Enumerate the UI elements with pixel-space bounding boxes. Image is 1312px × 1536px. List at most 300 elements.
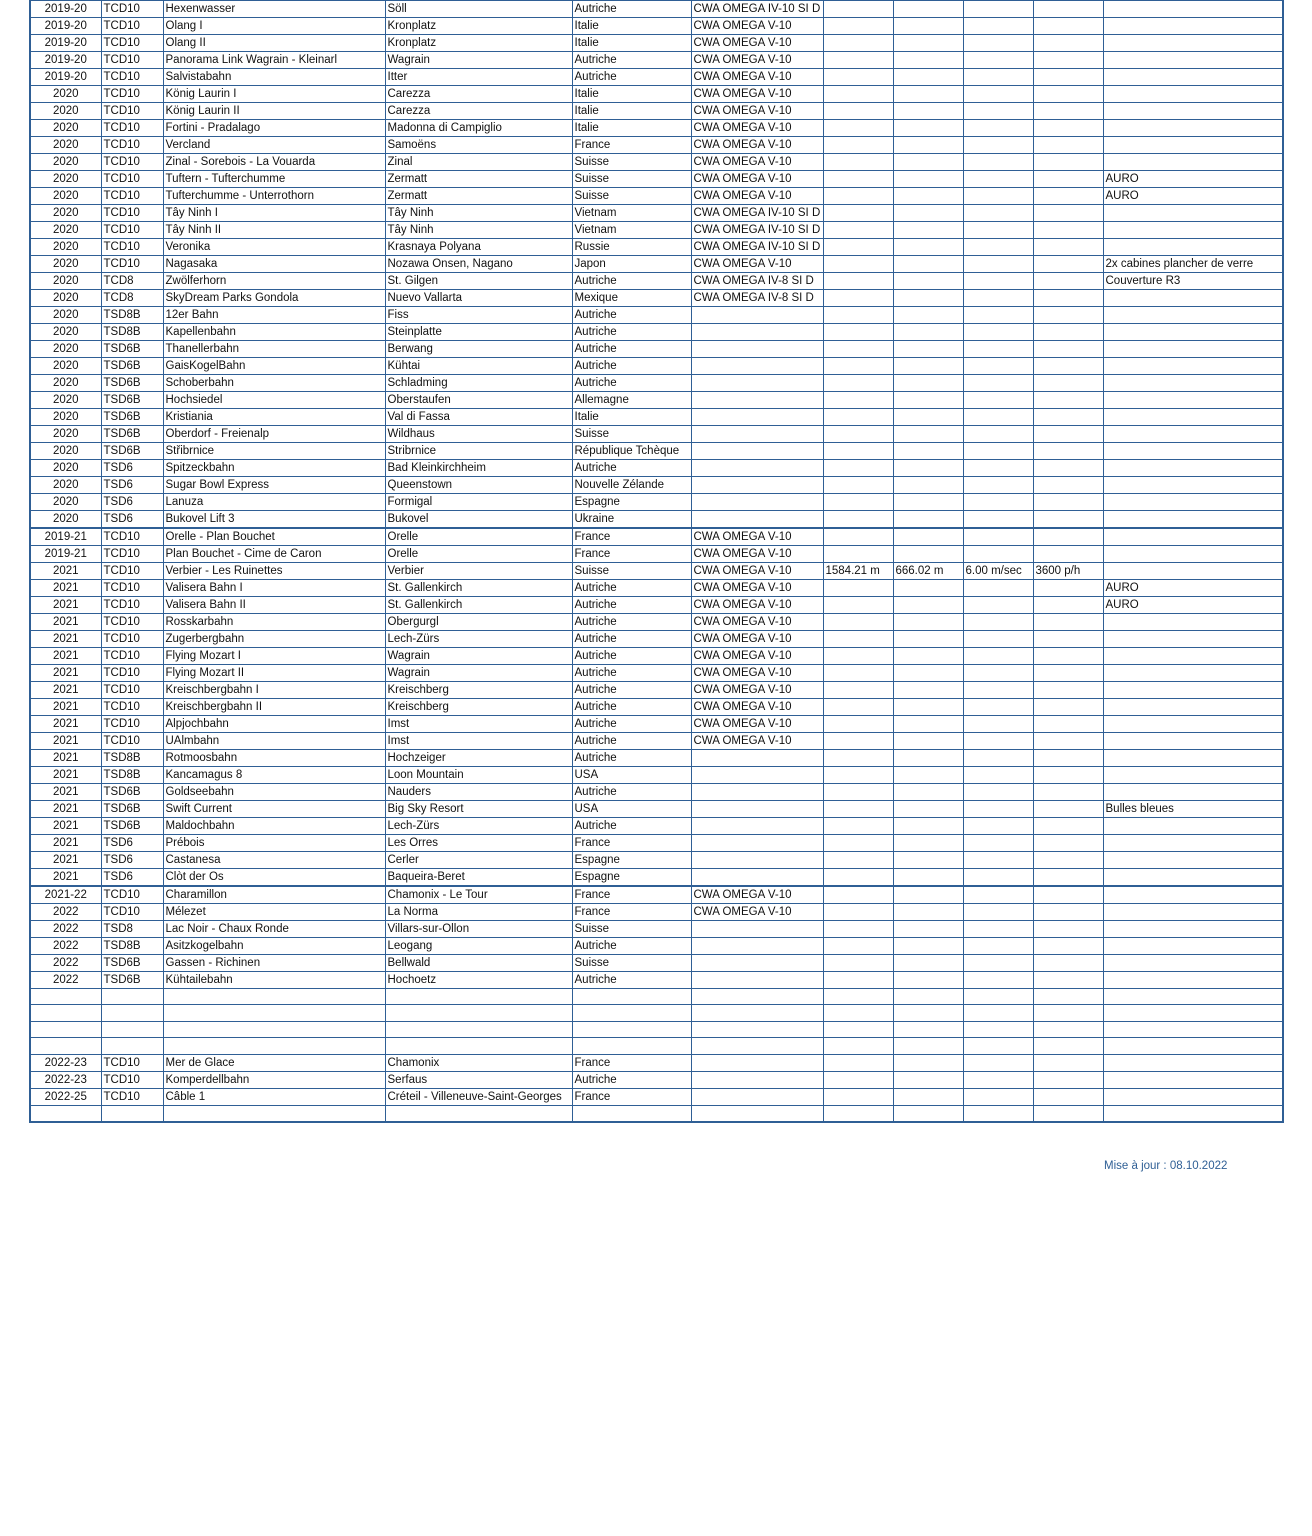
cell-speed (963, 631, 1033, 648)
cell-height (893, 1088, 963, 1105)
cell-year: 2021 (30, 835, 101, 852)
cell-name: Kreischbergbahn II (163, 699, 385, 716)
cell-height (893, 716, 963, 733)
cell-name (163, 1005, 385, 1021)
cell-country: Autriche (572, 733, 691, 750)
cell-length (823, 137, 893, 154)
cell-length (823, 750, 893, 767)
table-row (30, 955, 1283, 972)
cell-country: Autriche (572, 460, 691, 477)
cell-length (823, 460, 893, 477)
cell-model (691, 972, 823, 989)
cell-height (893, 18, 963, 35)
cell-country: Mexique (572, 290, 691, 307)
cell-length (823, 375, 893, 392)
cell-notes (1103, 69, 1283, 86)
cell-year (30, 1005, 101, 1021)
cell-notes (1103, 750, 1283, 767)
cell-type (101, 1105, 163, 1121)
cell-location: Chamonix (385, 1054, 572, 1071)
cell-model: CWA OMEGA IV-10 SI D (691, 239, 823, 256)
cell-height (893, 154, 963, 171)
table-row (30, 1088, 1283, 1105)
cell-type: TSD6B (101, 341, 163, 358)
cell-speed (963, 120, 1033, 137)
cell-year (30, 989, 101, 1005)
table-row (30, 1005, 1283, 1021)
cell-year (30, 1105, 101, 1121)
cell-model (691, 767, 823, 784)
cell-capacity (1033, 222, 1103, 239)
cell-speed (963, 580, 1033, 597)
cell-length (823, 852, 893, 869)
cell-name: Goldseebahn (163, 784, 385, 801)
cell-name (163, 1021, 385, 1037)
cell-location: Verbier (385, 563, 572, 580)
cell-height (893, 886, 963, 904)
cell-notes (1103, 205, 1283, 222)
cell-name: Mélezet (163, 904, 385, 921)
cell-type: TSD8B (101, 750, 163, 767)
cell-type: TCD10 (101, 18, 163, 35)
cell-speed (963, 546, 1033, 563)
cell-height (893, 682, 963, 699)
cell-capacity (1033, 324, 1103, 341)
cell-name: Asitzkogelbahn (163, 938, 385, 955)
cell-name: Nagasaka (163, 256, 385, 273)
cell-model (691, 1105, 823, 1121)
cell-location (385, 1105, 572, 1121)
cell-country: Autriche (572, 818, 691, 835)
cell-capacity (1033, 546, 1103, 563)
cell-speed (963, 494, 1033, 511)
cell-type: TSD6B (101, 818, 163, 835)
cell-country: Suisse (572, 171, 691, 188)
cell-name: Fortini - Pradalago (163, 120, 385, 137)
cell-year: 2021 (30, 818, 101, 835)
cell-height (893, 699, 963, 716)
cell-length (823, 818, 893, 835)
cell-model: CWA OMEGA V-10 (691, 886, 823, 904)
cell-name: Zwölferhorn (163, 273, 385, 290)
cell-length (823, 528, 893, 546)
cell-model: CWA OMEGA IV-10 SI D (691, 1, 823, 18)
cell-notes (1103, 1071, 1283, 1088)
cell-notes (1103, 1, 1283, 18)
cell-speed (963, 52, 1033, 69)
cell-speed (963, 205, 1033, 222)
table-row (30, 580, 1283, 597)
cell-name: Rosskarbahn (163, 614, 385, 631)
cell-notes (1103, 494, 1283, 511)
cell-capacity (1033, 597, 1103, 614)
cell-year: 2021 (30, 852, 101, 869)
cell-type: TCD10 (101, 1, 163, 18)
table-row (30, 273, 1283, 290)
cell-speed (963, 35, 1033, 52)
cell-speed (963, 18, 1033, 35)
cell-name: Tây Ninh I (163, 205, 385, 222)
table-row (30, 904, 1283, 921)
cell-model (691, 1088, 823, 1105)
table-row (30, 972, 1283, 989)
cell-capacity (1033, 256, 1103, 273)
cell-year: 2020 (30, 290, 101, 307)
table-row (30, 886, 1283, 904)
cell-location: Obergurgl (385, 614, 572, 631)
cell-year: 2021 (30, 767, 101, 784)
cell-speed (963, 1038, 1033, 1054)
cell-name: Alpjochbahn (163, 716, 385, 733)
cell-type: TCD10 (101, 597, 163, 614)
cell-notes (1103, 869, 1283, 887)
cell-name: Gassen - Richinen (163, 955, 385, 972)
cell-year: 2021 (30, 682, 101, 699)
cell-notes (1103, 239, 1283, 256)
cell-location: Queenstown (385, 477, 572, 494)
cell-country: Espagne (572, 852, 691, 869)
cell-type: TCD10 (101, 188, 163, 205)
cell-notes (1103, 1038, 1283, 1054)
table-row (30, 699, 1283, 716)
cell-location: Wildhaus (385, 426, 572, 443)
cell-location: Bellwald (385, 955, 572, 972)
cell-country (572, 1005, 691, 1021)
cell-year: 2020 (30, 171, 101, 188)
cell-country: France (572, 835, 691, 852)
cell-height (893, 733, 963, 750)
cell-country: Autriche (572, 1, 691, 18)
cell-speed (963, 852, 1033, 869)
cell-capacity (1033, 409, 1103, 426)
cell-type: TCD10 (101, 1071, 163, 1088)
cell-height (893, 665, 963, 682)
cell-height (893, 69, 963, 86)
cell-type: TCD10 (101, 35, 163, 52)
cell-country: Suisse (572, 921, 691, 938)
cell-model (691, 1038, 823, 1054)
cell-notes: Bulles bleues (1103, 801, 1283, 818)
table-row (30, 1021, 1283, 1037)
cell-location: Oberstaufen (385, 392, 572, 409)
cell-country (572, 989, 691, 1005)
cell-type: TCD10 (101, 137, 163, 154)
cell-capacity (1033, 1021, 1103, 1037)
cell-height (893, 631, 963, 648)
cell-year: 2020 (30, 205, 101, 222)
cell-speed (963, 784, 1033, 801)
cell-type: TCD10 (101, 716, 163, 733)
cell-country: Autriche (572, 375, 691, 392)
cell-country: Autriche (572, 52, 691, 69)
table-row (30, 69, 1283, 86)
cell-notes: AURO (1103, 580, 1283, 597)
cell-notes (1103, 154, 1283, 171)
cell-notes (1103, 307, 1283, 324)
cell-notes (1103, 409, 1283, 426)
cell-capacity (1033, 665, 1103, 682)
cell-speed (963, 171, 1033, 188)
cell-country: Allemagne (572, 392, 691, 409)
cell-speed (963, 1071, 1033, 1088)
cell-country: France (572, 137, 691, 154)
cell-type: TCD10 (101, 69, 163, 86)
cell-length (823, 886, 893, 904)
cell-location: Nozawa Onsen, Nagano (385, 256, 572, 273)
cell-capacity (1033, 1105, 1103, 1121)
cell-location: Kronplatz (385, 18, 572, 35)
cell-notes (1103, 52, 1283, 69)
cell-country (572, 1021, 691, 1037)
cell-model: CWA OMEGA IV-10 SI D (691, 205, 823, 222)
cell-capacity (1033, 52, 1103, 69)
cell-type: TCD10 (101, 120, 163, 137)
cell-length (823, 341, 893, 358)
cell-notes (1103, 511, 1283, 529)
cell-name: Kristiania (163, 409, 385, 426)
cell-country: Espagne (572, 869, 691, 887)
table-body (30, 1, 1283, 1122)
cell-height (893, 273, 963, 290)
cell-name: Valisera Bahn I (163, 580, 385, 597)
cell-name: Hexenwasser (163, 1, 385, 18)
cell-model (691, 324, 823, 341)
table-row (30, 784, 1283, 801)
cell-name: Mer de Glace (163, 1054, 385, 1071)
cell-name: Vercland (163, 137, 385, 154)
table-row (30, 528, 1283, 546)
cell-length (823, 273, 893, 290)
cell-length (823, 938, 893, 955)
cell-location: Imst (385, 716, 572, 733)
cell-height (893, 938, 963, 955)
cell-length (823, 426, 893, 443)
cell-location: Bukovel (385, 511, 572, 529)
cell-country: France (572, 546, 691, 563)
cell-length (823, 955, 893, 972)
cell-location: Söll (385, 1, 572, 18)
table-row (30, 767, 1283, 784)
cell-speed: 6.00 m/sec (963, 563, 1033, 580)
cell-type: TSD8B (101, 767, 163, 784)
cell-country: USA (572, 767, 691, 784)
cell-speed (963, 1, 1033, 18)
cell-year: 2020 (30, 307, 101, 324)
cell-capacity (1033, 426, 1103, 443)
table-row (30, 665, 1283, 682)
cell-height (893, 171, 963, 188)
cell-length (823, 699, 893, 716)
cell-length (823, 52, 893, 69)
cell-location: Lech-Zürs (385, 631, 572, 648)
cell-height (893, 460, 963, 477)
cell-speed (963, 955, 1033, 972)
cell-height (893, 528, 963, 546)
cell-length (823, 835, 893, 852)
cell-year: 2021 (30, 784, 101, 801)
cell-year: 2020 (30, 273, 101, 290)
cell-name: 12er Bahn (163, 307, 385, 324)
cell-notes: 2x cabines plancher de verre (1103, 256, 1283, 273)
cell-model: CWA OMEGA V-10 (691, 528, 823, 546)
cell-length (823, 154, 893, 171)
cell-name: Sugar Bowl Express (163, 477, 385, 494)
table-row (30, 426, 1283, 443)
cell-height (893, 375, 963, 392)
cell-country: Autriche (572, 324, 691, 341)
cell-location: Nauders (385, 784, 572, 801)
cell-year: 2020 (30, 375, 101, 392)
cell-location: Kronplatz (385, 35, 572, 52)
cell-location: Leogang (385, 938, 572, 955)
cell-year: 2021 (30, 631, 101, 648)
cell-name: Valisera Bahn II (163, 597, 385, 614)
cell-length (823, 1, 893, 18)
cell-type: TCD8 (101, 273, 163, 290)
cell-name: Tuftern - Tufterchumme (163, 171, 385, 188)
cell-country: Vietnam (572, 222, 691, 239)
cell-height (893, 205, 963, 222)
cell-name: Orelle - Plan Bouchet (163, 528, 385, 546)
table-row (30, 835, 1283, 852)
cell-country: Espagne (572, 494, 691, 511)
cell-type: TCD10 (101, 682, 163, 699)
cell-notes (1103, 648, 1283, 665)
cell-speed (963, 648, 1033, 665)
cell-model: CWA OMEGA V-10 (691, 137, 823, 154)
cell-location: Zermatt (385, 188, 572, 205)
cell-speed (963, 460, 1033, 477)
cell-speed (963, 682, 1033, 699)
cell-capacity (1033, 784, 1103, 801)
table-row (30, 494, 1283, 511)
cell-country: France (572, 904, 691, 921)
table-row (30, 1105, 1283, 1121)
cell-height (893, 120, 963, 137)
cell-country: Suisse (572, 955, 691, 972)
cell-location: Orelle (385, 546, 572, 563)
cell-speed (963, 750, 1033, 767)
cell-location: Créteil - Villeneuve-Saint-Georges (385, 1088, 572, 1105)
table-row (30, 443, 1283, 460)
cell-speed (963, 341, 1033, 358)
cell-model (691, 494, 823, 511)
table-row (30, 597, 1283, 614)
cell-name: GaisKogelBahn (163, 358, 385, 375)
cell-location: Chamonix - Le Tour (385, 886, 572, 904)
cell-capacity (1033, 1, 1103, 18)
cell-type: TCD8 (101, 290, 163, 307)
cell-country: Japon (572, 256, 691, 273)
cell-location: Stribrnice (385, 443, 572, 460)
cell-model: CWA OMEGA V-10 (691, 52, 823, 69)
cell-length: 1584.21 m (823, 563, 893, 580)
cell-year: 2022-23 (30, 1054, 101, 1071)
cell-height (893, 614, 963, 631)
cell-height (893, 477, 963, 494)
cell-notes: Couverture R3 (1103, 273, 1283, 290)
cell-country: Ukraine (572, 511, 691, 529)
cell-name: Verbier - Les Ruinettes (163, 563, 385, 580)
cell-notes (1103, 904, 1283, 921)
cell-location: Wagrain (385, 648, 572, 665)
cell-length (823, 69, 893, 86)
cell-name: Olang II (163, 35, 385, 52)
cell-year (30, 1021, 101, 1037)
cell-location: Nuevo Vallarta (385, 290, 572, 307)
table-row (30, 120, 1283, 137)
cell-capacity (1033, 154, 1103, 171)
cell-location: Orelle (385, 528, 572, 546)
cell-country: France (572, 1054, 691, 1071)
cell-length (823, 1038, 893, 1054)
cell-country: Italie (572, 18, 691, 35)
cell-notes (1103, 443, 1283, 460)
cell-name (163, 1105, 385, 1121)
cell-country: Autriche (572, 682, 691, 699)
cell-year: 2020 (30, 443, 101, 460)
cell-speed (963, 222, 1033, 239)
cell-year: 2021 (30, 716, 101, 733)
cell-notes (1103, 375, 1283, 392)
cell-length (823, 716, 893, 733)
cell-length (823, 648, 893, 665)
cell-notes (1103, 1054, 1283, 1071)
cell-height (893, 869, 963, 887)
cell-speed (963, 801, 1033, 818)
cell-type: TCD10 (101, 648, 163, 665)
cell-capacity (1033, 614, 1103, 631)
cell-notes (1103, 921, 1283, 938)
cell-model: CWA OMEGA V-10 (691, 103, 823, 120)
cell-model (691, 921, 823, 938)
cell-capacity (1033, 1038, 1103, 1054)
cell-model: CWA OMEGA V-10 (691, 35, 823, 52)
cell-type: TSD8B (101, 324, 163, 341)
cell-country: USA (572, 801, 691, 818)
cell-model: CWA OMEGA V-10 (691, 171, 823, 188)
table-row (30, 188, 1283, 205)
cell-year: 2019-21 (30, 546, 101, 563)
cell-speed (963, 1005, 1033, 1021)
cell-location: Kreischberg (385, 699, 572, 716)
cell-capacity (1033, 1054, 1103, 1071)
cell-speed (963, 103, 1033, 120)
cell-capacity (1033, 852, 1103, 869)
cell-location: Cerler (385, 852, 572, 869)
cell-capacity (1033, 750, 1103, 767)
cell-notes: AURO (1103, 597, 1283, 614)
cell-name (163, 989, 385, 1005)
spreadsheet-sheet (29, 0, 1284, 1123)
cell-speed (963, 324, 1033, 341)
cell-notes (1103, 614, 1283, 631)
cell-model: CWA OMEGA IV-8 SI D (691, 273, 823, 290)
installations-table (29, 0, 1284, 1123)
cell-model: CWA OMEGA V-10 (691, 597, 823, 614)
cell-name: Câble 1 (163, 1088, 385, 1105)
cell-year: 2019-20 (30, 35, 101, 52)
table-row (30, 256, 1283, 273)
cell-type: TCD10 (101, 733, 163, 750)
cell-speed (963, 938, 1033, 955)
cell-year: 2019-20 (30, 52, 101, 69)
cell-type: TSD6B (101, 409, 163, 426)
cell-capacity (1033, 35, 1103, 52)
cell-capacity (1033, 120, 1103, 137)
cell-notes (1103, 972, 1283, 989)
cell-length (823, 239, 893, 256)
